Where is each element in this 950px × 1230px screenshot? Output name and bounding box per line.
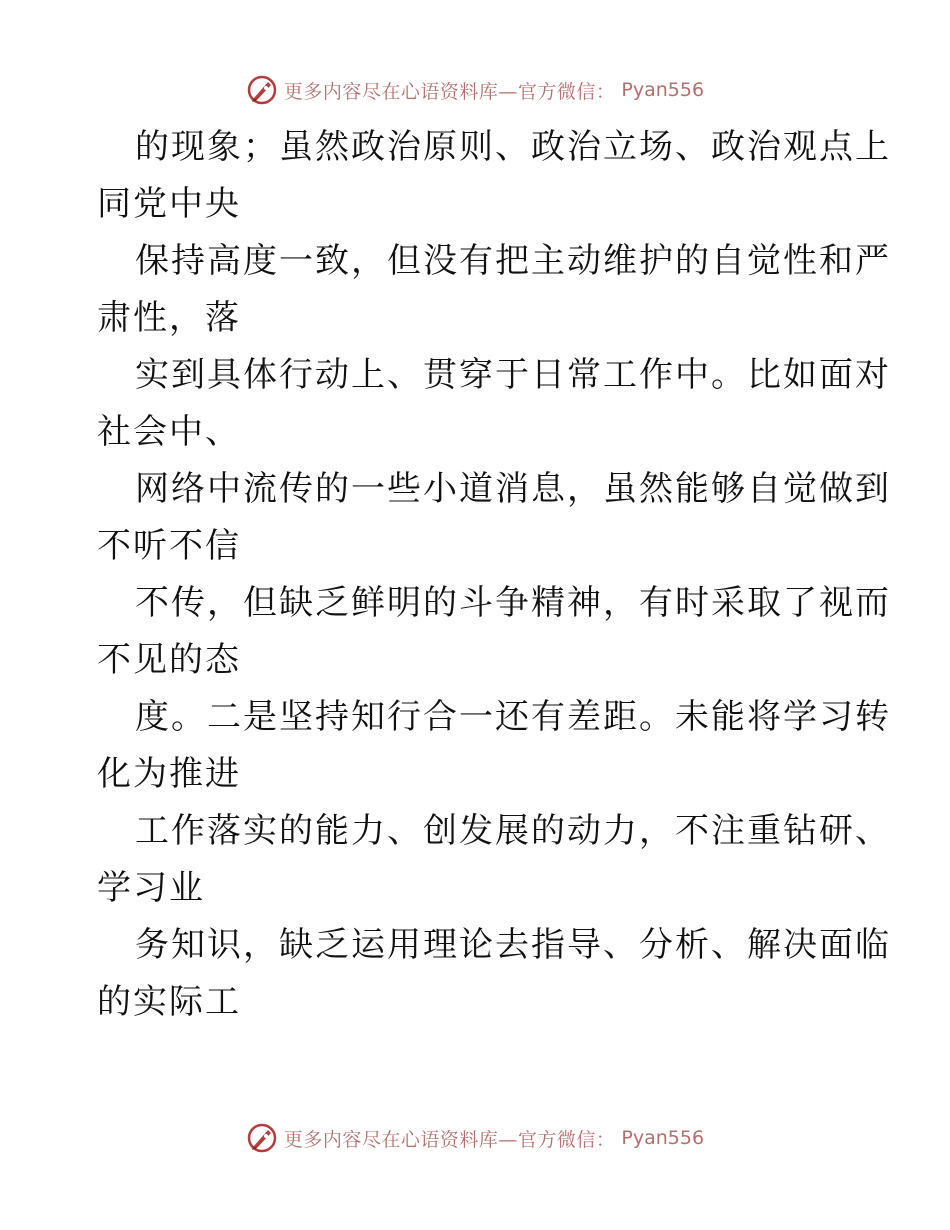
text-line: 不听不信 (97, 526, 241, 566)
text-line: 社会中、 (97, 412, 241, 452)
pen-logo-icon (246, 1122, 278, 1154)
text-line: 的现象；虽然政治原则、政治立场、政治观点上 (135, 127, 891, 167)
text-line: 实到具体行动上、贯穿于日常工作中。比如面对 (135, 355, 891, 395)
text-line: 不传，但缺乏鲜明的斗争精神，有时采取了视而 (135, 583, 891, 623)
text-line: 度。二是坚持知行合一还有差距。未能将学习转 (135, 697, 891, 737)
watermark-brand: Pyan556 (621, 1127, 705, 1149)
text-line: 同党中央 (97, 184, 241, 224)
header-watermark (0, 74, 950, 106)
text-line: 保持高度一致，但没有把主动维护的自觉性和严 (135, 241, 891, 281)
text-line: 学习业 (97, 868, 205, 908)
text-line: 化为推进 (97, 754, 241, 794)
text-line: 的实际工 (97, 982, 241, 1022)
watermark-text: 更多内容尽在心语资料库—官方微信： (283, 80, 616, 103)
text-line: 网络中流传的一些小道消息，虽然能够自觉做到 (135, 469, 891, 509)
text-line: 肃性，落 (97, 298, 241, 338)
watermark-brand: Pyan556 (621, 79, 705, 101)
pen-logo-icon (246, 74, 278, 106)
text-line: 工作落实的能力、创发展的动力，不注重钻研、 (135, 811, 891, 851)
watermark-text: 更多内容尽在心语资料库—官方微信： (283, 1128, 616, 1151)
footer-watermark (0, 1122, 950, 1154)
document-body (0, 119, 950, 1031)
text-line: 不见的态 (97, 640, 241, 680)
text-line: 务知识，缺乏运用理论去指导、分析、解决面临 (135, 925, 891, 965)
